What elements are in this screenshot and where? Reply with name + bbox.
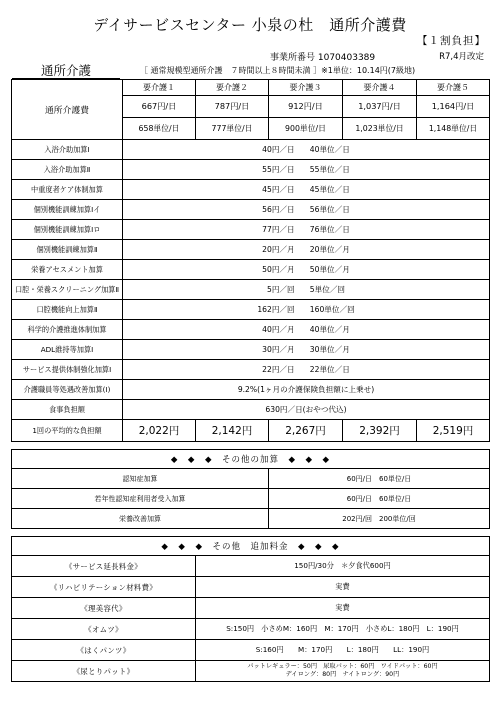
extra-fee-value: S:160円 M：170円 L：180円 LL：190円 <box>196 640 490 661</box>
base-unit-2: 777単位/日 <box>196 118 269 140</box>
average-level-3: 2,267円 <box>269 420 343 442</box>
other-addition-row <box>12 509 490 529</box>
other-additions-header-row <box>12 450 490 469</box>
addition-row <box>12 300 490 320</box>
burden-ratio-label: 【１割負担】 <box>417 35 486 47</box>
addition-price: 45円／日 <box>262 185 295 194</box>
section-title: 通所介護 <box>12 63 120 79</box>
meal-row <box>12 400 490 420</box>
extra-fee-value: 150円/30分 ＊夕食代600円 <box>196 556 490 577</box>
addition-unit: 160単位／回 <box>309 305 355 314</box>
addition-price: 40円／日 <box>262 145 295 154</box>
spacer-row <box>12 529 490 537</box>
treatment-label: 介護職員等処遇改善加算(Ⅰ) <box>12 380 123 400</box>
addition-unit: 45単位／日 <box>309 185 350 194</box>
other-addition-label: 栄養改善加算 <box>12 509 269 529</box>
extra-fee-value <box>196 661 490 682</box>
addition-unit: 30単位／月 <box>309 345 350 354</box>
addition-row <box>12 200 490 220</box>
base-unit-1: 658単位/日 <box>123 118 196 140</box>
extra-fee-row <box>12 619 490 640</box>
addition-unit: 5単位／回 <box>309 285 346 294</box>
addition-value <box>123 240 490 260</box>
addition-unit: 56単位／日 <box>309 205 350 214</box>
base-fee-label: 通所介護費 <box>12 80 123 140</box>
addition-unit: 55単位／日 <box>309 165 350 174</box>
other-addition-value <box>269 489 490 509</box>
addition-label: 栄養アセスメント加算 <box>12 260 123 280</box>
addition-value <box>123 160 490 180</box>
other-addition-label: 若年性認知症利用者受入加算 <box>12 489 269 509</box>
addition-unit: 22単位／日 <box>309 365 350 374</box>
extra-fees-header: ◆ ◆ ◆ その他 追加料金 ◆ ◆ ◆ <box>12 537 490 556</box>
extra-fee-value: S:150円 小さめM：160円 M：170円 小さめL：180円 L：190円 <box>196 619 490 640</box>
addition-unit: 20単位／月 <box>309 245 350 254</box>
addition-price: 20円／月 <box>262 245 295 254</box>
other-addition-row <box>12 489 490 509</box>
other-addition-unit: 60単位/日 <box>379 494 412 503</box>
extra-fee-value-line1: パットレギュラー：50円 尿取パット：60円 ワイドパット：60円 <box>247 663 438 670</box>
average-level-2: 2,142円 <box>196 420 269 442</box>
addition-row <box>12 280 490 300</box>
average-level-5: 2,519円 <box>417 420 490 442</box>
addition-label: 口腔機能向上加算Ⅱ <box>12 300 123 320</box>
addition-row <box>12 320 490 340</box>
addition-price: 56円／日 <box>262 205 295 214</box>
extra-fee-label: 《オムツ》 <box>12 619 196 640</box>
addition-value <box>123 180 490 200</box>
extra-fee-value: 実費 <box>196 598 490 619</box>
page-title: デイサービスセンター 小泉の杜 通所介護費 <box>93 16 407 34</box>
other-addition-price: 60円/日 <box>346 494 372 503</box>
addition-value <box>123 140 490 160</box>
extra-fee-label: 《はくパンツ》 <box>12 640 196 661</box>
average-label: 1回の平均的な負担額 <box>12 420 123 442</box>
base-price-2: 787円/日 <box>196 96 269 118</box>
addition-label: 科学的介護推進体制加算 <box>12 320 123 340</box>
other-addition-unit: 200単位/回 <box>379 514 416 523</box>
addition-value <box>123 300 490 320</box>
addition-label: 個別機能訓練加算Ⅱ <box>12 240 123 260</box>
addition-value <box>123 340 490 360</box>
meal-label: 食事負担額 <box>12 400 123 420</box>
addition-label: 個別機能訓練加算Ⅰイ <box>12 200 123 220</box>
addition-row <box>12 220 490 240</box>
other-addition-value <box>269 469 490 489</box>
addition-label: 中重度者ケア体制加算 <box>12 180 123 200</box>
other-addition-price: 60円/日 <box>346 474 372 483</box>
extra-fee-label: 《リハビリテーション材料費》 <box>12 577 196 598</box>
fee-table <box>11 79 490 682</box>
addition-value <box>123 280 490 300</box>
addition-row <box>12 160 490 180</box>
average-row <box>12 420 490 442</box>
addition-value <box>123 220 490 240</box>
extra-fee-row <box>12 598 490 619</box>
care-level-1: 要介護１ <box>123 80 196 96</box>
other-addition-value <box>269 509 490 529</box>
addition-row <box>12 140 490 160</box>
addition-value <box>123 320 490 340</box>
addition-price: 5円／回 <box>266 285 295 294</box>
addition-row <box>12 260 490 280</box>
other-addition-row <box>12 469 490 489</box>
base-unit-3: 900単位/日 <box>269 118 343 140</box>
addition-unit: 40単位／月 <box>309 325 350 334</box>
other-addition-label: 認知症加算 <box>12 469 269 489</box>
care-level-4: 要介護４ <box>343 80 417 96</box>
extra-fee-value: 実費 <box>196 577 490 598</box>
extra-fee-row <box>12 556 490 577</box>
addition-price: 77円／日 <box>262 225 295 234</box>
addition-value <box>123 200 490 220</box>
addition-label: 入浴介助加算Ⅱ <box>12 160 123 180</box>
base-price-4: 1,037円/日 <box>343 96 417 118</box>
treatment-row <box>12 380 490 400</box>
extra-fee-label: 《理美容代》 <box>12 598 196 619</box>
addition-label: 個別機能訓練加算Ⅰロ <box>12 220 123 240</box>
addition-row <box>12 240 490 260</box>
addition-row <box>12 360 490 380</box>
addition-value <box>123 360 490 380</box>
care-level-header-row <box>12 80 490 96</box>
extra-fee-row <box>12 661 490 682</box>
extra-fees-header-row <box>12 537 490 556</box>
addition-price: 30円／月 <box>262 345 295 354</box>
office-number: 事業所番号 1070403389 <box>270 53 376 63</box>
base-price-1: 667円/日 <box>123 96 196 118</box>
meal-value: 630円／日(おやつ代込) <box>123 400 490 420</box>
care-level-5: 要介護５ <box>417 80 490 96</box>
care-level-2: 要介護２ <box>196 80 269 96</box>
extra-fee-label: 《尿とりパット》 <box>12 661 196 682</box>
base-price-5: 1,164円/日 <box>417 96 490 118</box>
other-addition-unit: 60単位/日 <box>379 474 412 483</box>
extra-fee-label: 《サービス延長料金》 <box>12 556 196 577</box>
other-addition-price: 202円/回 <box>342 514 372 523</box>
addition-row <box>12 180 490 200</box>
addition-unit: 50単位／月 <box>309 265 350 274</box>
addition-price: 55円／日 <box>262 165 295 174</box>
base-price-3: 912円/日 <box>269 96 343 118</box>
addition-unit: 40単位／日 <box>309 145 350 154</box>
other-additions-header: ◆ ◆ ◆ その他の加算 ◆ ◆ ◆ <box>12 450 490 469</box>
care-level-3: 要介護３ <box>269 80 343 96</box>
addition-label: サービス提供体制強化加算Ⅰ <box>12 360 123 380</box>
addition-price: 162円／回 <box>257 305 295 314</box>
addition-label: ADL維持等加算Ⅰ <box>12 340 123 360</box>
addition-unit: 76単位／日 <box>309 225 350 234</box>
addition-label: 口腔・栄養スクリーニング加算Ⅱ <box>12 280 123 300</box>
section-note: ［ 通常規模型通所介護 ７時間以上８時間未満 ］※1単位：10.14円(7級地) <box>140 66 416 75</box>
average-level-4: 2,392円 <box>343 420 417 442</box>
treatment-value: 9.2%(1ヶ月の介護保険負担額に上乗せ) <box>123 380 490 400</box>
addition-row <box>12 340 490 360</box>
base-unit-4: 1,023単位/日 <box>343 118 417 140</box>
addition-value <box>123 260 490 280</box>
addition-price: 22円／日 <box>262 365 295 374</box>
addition-price: 40円／月 <box>262 325 295 334</box>
extra-fee-row <box>12 577 490 598</box>
extra-fee-row <box>12 640 490 661</box>
base-unit-5: 1,148単位/日 <box>417 118 490 140</box>
extra-fee-value-line2: デイロング：80円 ナイトロング：90円 <box>285 671 400 678</box>
addition-price: 50円／月 <box>262 265 295 274</box>
spacer-row <box>12 442 490 450</box>
revision-date: R7,4月改定 <box>439 52 484 62</box>
average-level-1: 2,022円 <box>123 420 196 442</box>
addition-label: 入浴介助加算Ⅰ <box>12 140 123 160</box>
